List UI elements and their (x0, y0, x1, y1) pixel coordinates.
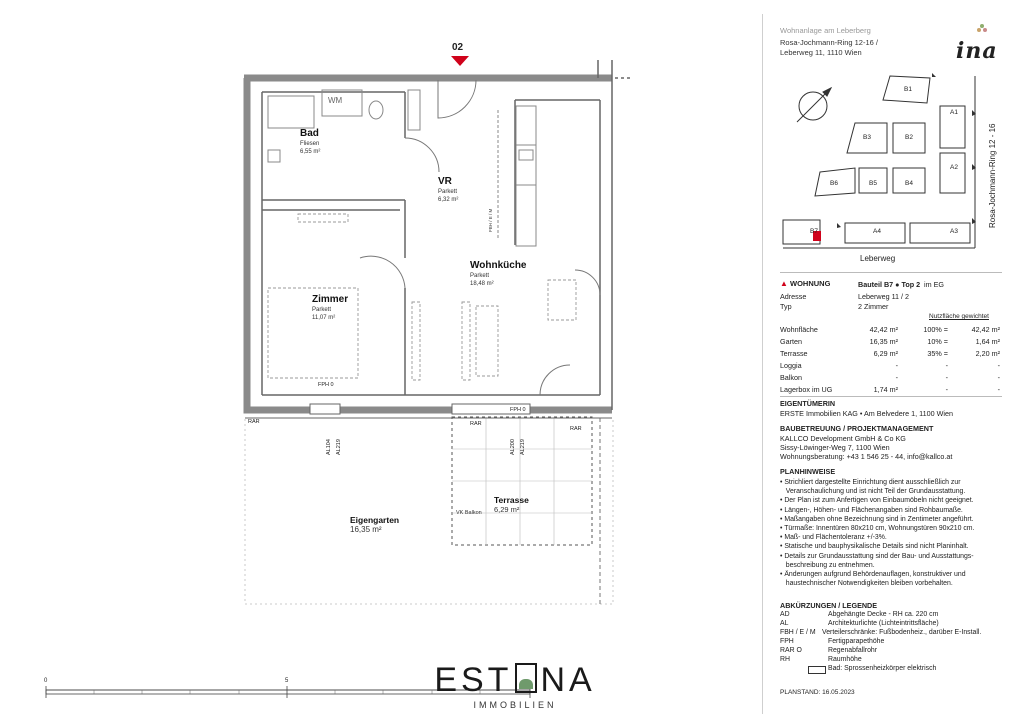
vk-label: VK Balkon (456, 510, 482, 516)
area-row-label: Lagerbox im UG (780, 385, 833, 394)
owner-line: ERSTE Immobilien KAG • Am Belvedere 1, 1100 Wien (780, 409, 953, 418)
type-value: 2 Zimmer (858, 302, 889, 311)
abbr-value: Verteilerschränke: Fußbodenheiz., darüber E-Install. (822, 629, 982, 636)
scale-start: 0 (44, 678, 48, 684)
abbr-value: Regenabfallrohr (828, 647, 878, 654)
fph-left: FPH 0 (318, 382, 334, 388)
project-name: Wohnanlage am Leberberg (780, 26, 871, 35)
mgmt-title: BAUBETREUUNG / PROJEKTMANAGEMENT (780, 424, 934, 433)
area-row-weighted: 1,64 m² (975, 337, 1000, 346)
unit-floor: im EG (924, 280, 944, 289)
keyplan-b6: B6 (830, 180, 838, 187)
abbr-key: FPH (780, 638, 794, 645)
entry-arrow (451, 56, 469, 66)
panel-divider (762, 14, 763, 714)
note-line: Veranschaulichung und ist nicht Teil der Grundausstattung. (780, 488, 966, 496)
area-row-value: 42,42 m² (869, 325, 898, 334)
area-row-weighted: - (997, 385, 1000, 394)
room-wohnkueche: Wohnküche Parkett 18,48 m² (470, 260, 527, 287)
room-terrasse: Terrasse 6,29 m² (494, 495, 529, 514)
abbr-key: AD (780, 611, 790, 618)
rar-mid: RAR (470, 421, 482, 427)
abbr-key: AL (780, 620, 789, 627)
area-row-value: - (895, 373, 898, 382)
planstand: PLANSTAND: 16.05.2023 (780, 689, 855, 696)
fbh-label: FBH / E / M (488, 208, 493, 232)
owner-title: EIGENTÜMERIN (780, 399, 836, 408)
area-row-weighted: 2,20 m² (975, 349, 1000, 358)
area-row-label: Garten (780, 337, 802, 346)
note-line: • Details zur Grundausstattung sind der Bau- und Ausstattungs- (780, 552, 974, 560)
area-row-value: 16,35 m² (869, 337, 898, 346)
note-line: beschreibung zu entnehmen. (780, 561, 875, 569)
area-row-weighted: 42,42 m² (971, 325, 1000, 334)
note-line: • Türmaße: Innentüren 80x210 cm, Wohnungstüren 90x210 cm. (780, 525, 975, 532)
street-right: Rosa-Jochmann-Ring 12 - 16 (988, 123, 997, 228)
abbr-key: RAR O (780, 647, 802, 654)
radiator-icon (808, 666, 826, 674)
address-value: Leberweg 11 / 2 (858, 292, 910, 301)
al104-label: AL104 (326, 439, 332, 455)
room-eigengarten: Eigengarten 16,35 m² (350, 515, 400, 534)
weighted-header: Nutzfläche gewichtet (929, 313, 989, 320)
door-swings (360, 80, 600, 395)
flower-icon (976, 22, 988, 34)
al200-label: AL200 (510, 439, 516, 455)
keyplan-a4: A4 (873, 228, 881, 235)
keyplan-b5: B5 (869, 180, 877, 187)
garden-area (245, 418, 613, 604)
project-address-1: Rosa-Jochmann-Ring 12-16 / (780, 38, 878, 47)
address-label: Adresse (780, 292, 807, 301)
ina-logo: ina (956, 38, 998, 64)
keyplan (775, 68, 1015, 268)
room-vr: VR Parkett 6,32 m² (438, 176, 459, 203)
area-row-value: 6,29 m² (873, 349, 898, 358)
note-line: • Der Plan ist zum Anfertigen von Einbaumöbeln nicht geeignet. (780, 497, 974, 505)
type-label: Typ (780, 302, 792, 311)
note-line: haustechnischer Notwendigkeiten bleiben vorbehalten. (780, 580, 953, 588)
fph-right: FPH 0 (510, 407, 526, 413)
abbr-value: Bad: Sprossenheizkörper elektrisch (828, 665, 937, 672)
abbr-key: RH (780, 656, 790, 663)
al219a-label: AL219 (336, 439, 342, 455)
keyplan-a2: A2 (950, 164, 958, 171)
keyplan-b7: B7 (810, 228, 818, 235)
unit-bauteil: Bauteil B7 ● Top 2 (858, 280, 921, 289)
abbr-key: FBH / E / M (780, 629, 816, 636)
note-line: • Maß- und Flächentoleranz +/-3%. (780, 534, 887, 542)
mgmt-line-2: Sissy-Löwinger-Weg 7, 1100 Wien (780, 443, 890, 452)
abbr-value: Raumhöhe (828, 656, 862, 663)
area-row-pct: - (945, 361, 948, 370)
rule-1 (780, 272, 1002, 273)
abbr-title: ABKÜRZUNGEN / LEGENDE (780, 601, 878, 610)
area-row-pct: 100% = (923, 325, 948, 334)
kitchen-counter (498, 106, 536, 246)
keyplan-b2: B2 (905, 134, 913, 141)
area-row-label: Loggia (780, 361, 802, 370)
area-row-pct: - (945, 373, 948, 382)
rar-right: RAR (570, 426, 582, 432)
brand-logo: EST NA IMMOBILIEN (434, 661, 596, 710)
abbr-value: Fertigparapethöhe (828, 638, 885, 645)
al219b-label: AL219 (520, 439, 526, 455)
rule-2 (780, 396, 1002, 397)
room-zimmer: Zimmer Parkett 11,07 m² (312, 294, 349, 321)
note-line: • Maßangaben ohne Bezeichnung sind in Zentimeter angeführt. (780, 515, 974, 523)
area-row-weighted: - (997, 373, 1000, 382)
room-bad: Bad Fliesen 6,55 m² (300, 128, 321, 155)
wm-label: WM (328, 96, 343, 105)
project-address-2: Leberweg 11, 1110 Wien (780, 48, 862, 57)
abbr-value: Architekturlichte (Lichteintrittsfläche) (828, 620, 939, 627)
area-row-pct: 35% = (927, 349, 948, 358)
area-row-value: - (895, 361, 898, 370)
abbr-value: Abgehängte Decke - RH ca. 220 cm (828, 611, 939, 618)
area-row-pct: - (945, 385, 948, 394)
area-row-pct: 10% = (927, 337, 948, 346)
mgmt-line-3: Wohnungsberatung: +43 1 546 25 - 44, info@kallco.at (780, 452, 953, 461)
note-line: • Längen-, Höhen- und Flächenangaben sind Rohbaumaße. (780, 506, 963, 514)
keyplan-b4: B4 (905, 180, 913, 187)
warning-triangle-icon: ▲ (780, 279, 788, 288)
area-row-label: Wohnfläche (780, 325, 818, 334)
scale-mid: 5 (285, 678, 289, 684)
area-row-value: 1,74 m² (873, 385, 898, 394)
area-row-weighted: - (997, 361, 1000, 370)
note-line: • Änderungen aufgrund Behördenauflagen, konstruktiver und (780, 571, 966, 578)
entry-number: 02 (452, 42, 464, 53)
area-row-label: Balkon (780, 373, 802, 382)
keyplan-a3: A3 (950, 228, 958, 235)
unit-header: ▲ WOHNUNG (780, 279, 831, 288)
brand-leaf-icon (515, 663, 537, 693)
note-line: • Statische und bauphysikalische Details sind nicht Planinhalt. (780, 543, 969, 551)
street-bottom: Leberweg (860, 254, 896, 263)
note-line: • Strichliert dargestellte Einrichtung dient ausschließlich zur (780, 479, 961, 486)
keyplan-b3: B3 (863, 134, 871, 141)
north-arrow-icon (797, 88, 831, 122)
keyplan-a1: A1 (950, 109, 958, 116)
mgmt-line-1: KALLCO Development GmbH & Co KG (780, 434, 906, 443)
notes-title: PLANHINWEISE (780, 467, 836, 476)
keyplan-b1: B1 (904, 86, 912, 93)
area-row-label: Terrasse (780, 349, 808, 358)
rar-left: RAR (248, 419, 260, 425)
